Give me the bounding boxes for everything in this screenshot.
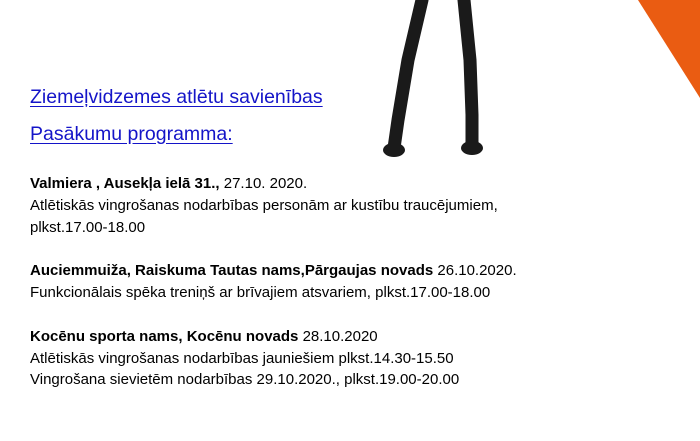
program-entry xyxy=(30,260,680,304)
entry-title xyxy=(30,260,680,282)
entry-date: 28.10.2020 xyxy=(302,327,378,345)
entry-date: 27.10. 2020. xyxy=(223,175,308,192)
entry-detail-line: Atlētiskās vingrošanas nodarbības personām ar kustību traucējumiem, xyxy=(30,196,498,214)
program-entry xyxy=(30,326,680,391)
entry-venue: Auciemmuiža, Raiskuma Tautas nams,Pārgaujas novads xyxy=(30,262,434,280)
entry-detail-line: Vingrošana sievietēm nodarbības 29.10.2020., plkst.19.00-20.00 xyxy=(30,371,460,389)
entry-venue: Valmiera , Ausekļa ielā 31., xyxy=(30,175,220,192)
heading-line-1: Ziemeļvidzemes atlētu savienības xyxy=(30,86,323,108)
program-entry xyxy=(30,173,680,238)
entry-detail-line: Atlētiskās vingrošanas nodarbības jauniešiem plkst.14.30-15.50 xyxy=(30,349,454,367)
entry-date: 26.10.2020. xyxy=(437,262,517,280)
document-heading xyxy=(30,88,670,161)
entry-venue: Kocēnu sporta nams, Kocēnu novads xyxy=(30,327,299,345)
entry-detail-line: plkst.17.00-18.00 xyxy=(30,218,146,236)
heading-line-2: Pasākumu programma: xyxy=(30,122,233,145)
entry-title xyxy=(30,173,680,195)
program-entries xyxy=(30,173,680,413)
entry-title xyxy=(30,326,680,348)
entry-detail-line: Funkcionālais spēka treniņš ar brīvajiem atsvariem, plkst.17.00-18.00 xyxy=(30,284,491,301)
